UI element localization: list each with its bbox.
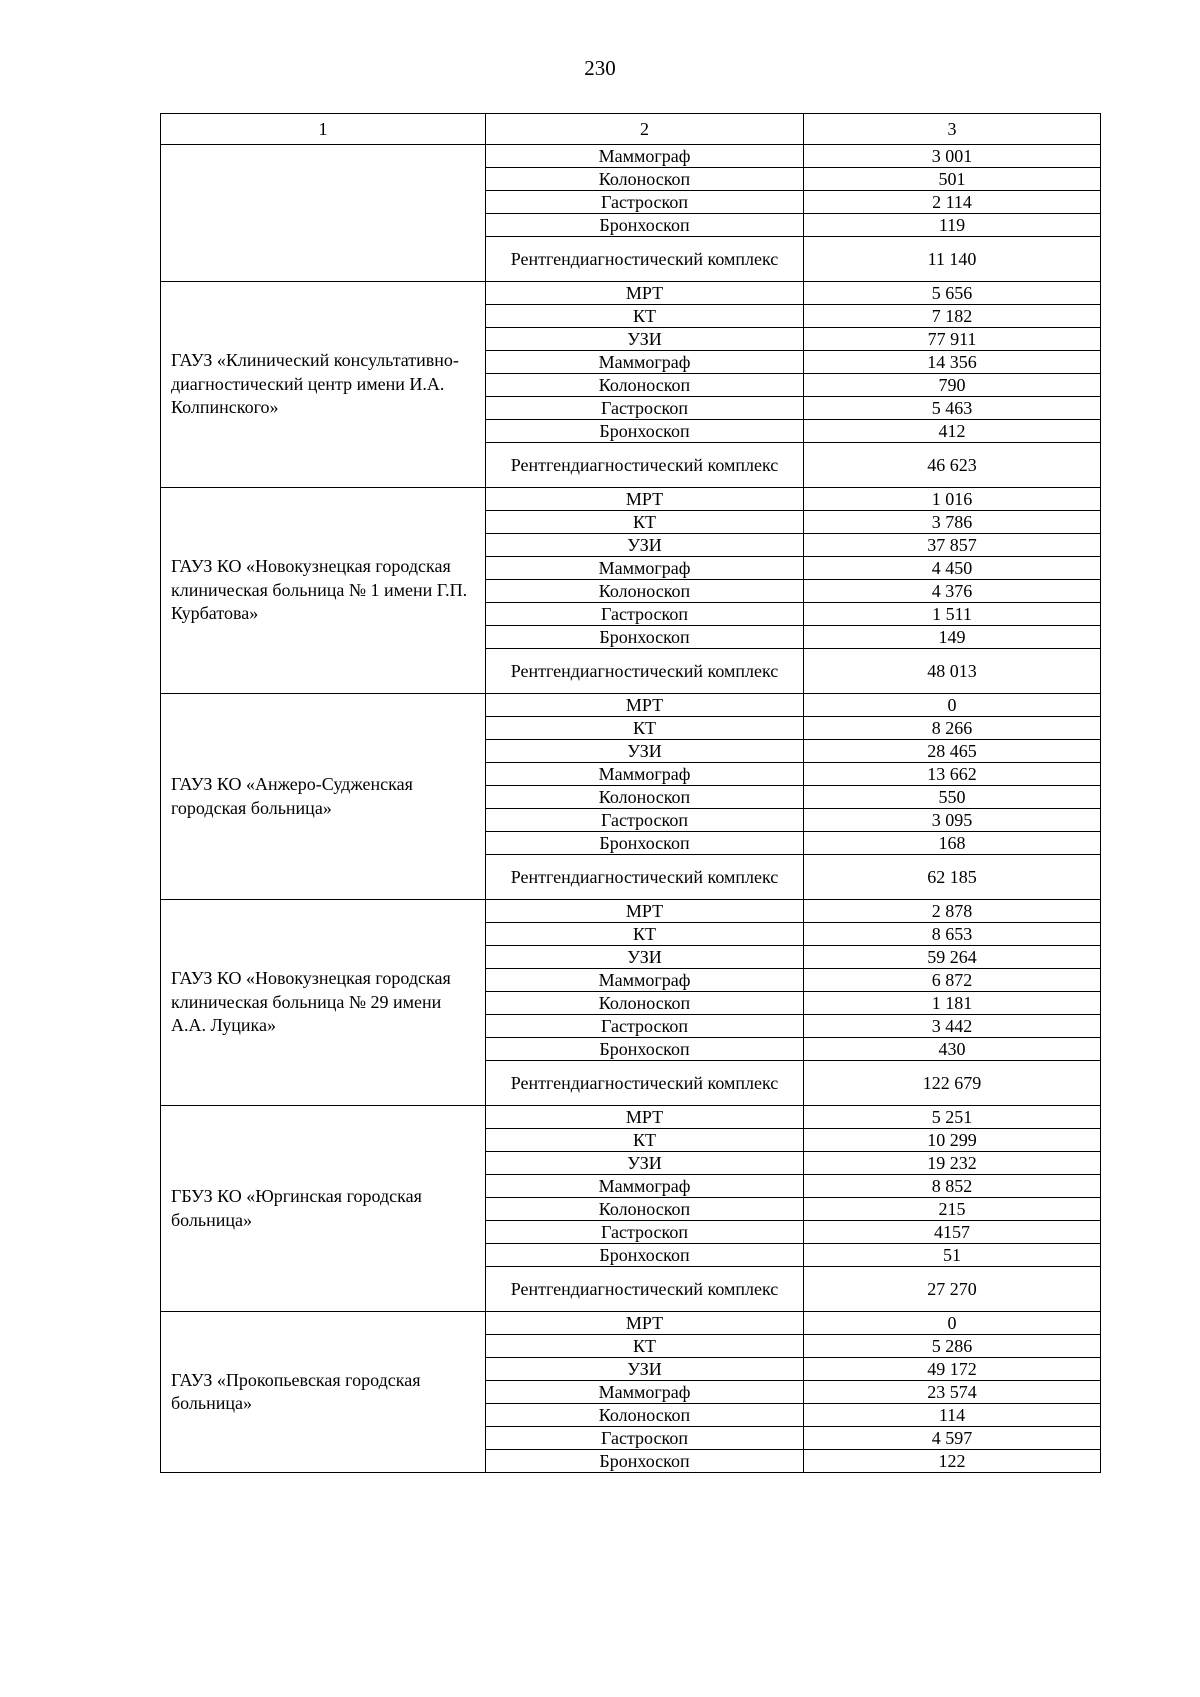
device-cell: Колоноскоп (486, 374, 804, 397)
device-cell: МРТ (486, 488, 804, 511)
value-cell: 6 872 (804, 969, 1101, 992)
device-cell: Гастроскоп (486, 809, 804, 832)
device-cell: УЗИ (486, 534, 804, 557)
page-number: 230 (584, 56, 616, 80)
value-cell: 1 016 (804, 488, 1101, 511)
value-cell: 7 182 (804, 305, 1101, 328)
value-cell: 1 511 (804, 603, 1101, 626)
value-cell: 122 679 (804, 1061, 1101, 1106)
device-cell: Бронхоскоп (486, 1244, 804, 1267)
organization-cell (161, 145, 486, 282)
device-cell: Рентгендиагностический комплекс (486, 1061, 804, 1106)
device-cell: Гастроскоп (486, 191, 804, 214)
value-cell: 501 (804, 168, 1101, 191)
value-cell: 149 (804, 626, 1101, 649)
value-cell: 3 095 (804, 809, 1101, 832)
device-cell: УЗИ (486, 1152, 804, 1175)
value-cell: 3 786 (804, 511, 1101, 534)
table-row (161, 1312, 1101, 1335)
device-cell: Колоноскоп (486, 580, 804, 603)
value-cell: 122 (804, 1450, 1101, 1473)
device-cell: КТ (486, 305, 804, 328)
organization-cell: ГАУЗ «Клинический консультативно-диагностический центр имени И.А. Колпинского» (161, 282, 486, 488)
value-cell: 23 574 (804, 1381, 1101, 1404)
value-cell: 8 852 (804, 1175, 1101, 1198)
header-cell: 1 (161, 114, 486, 145)
value-cell: 77 911 (804, 328, 1101, 351)
value-cell: 2 878 (804, 900, 1101, 923)
device-cell: УЗИ (486, 1358, 804, 1381)
device-cell: Колоноскоп (486, 1198, 804, 1221)
device-cell: Гастроскоп (486, 1015, 804, 1038)
value-cell: 215 (804, 1198, 1101, 1221)
value-cell: 4 450 (804, 557, 1101, 580)
table-row (161, 1106, 1101, 1129)
device-cell: Рентгендиагностический комплекс (486, 443, 804, 488)
device-cell: КТ (486, 717, 804, 740)
value-cell: 4157 (804, 1221, 1101, 1244)
value-cell: 48 013 (804, 649, 1101, 694)
device-cell: Колоноскоп (486, 1404, 804, 1427)
value-cell: 1 181 (804, 992, 1101, 1015)
organization-cell: ГБУЗ КО «Юргинская городская больница» (161, 1106, 486, 1312)
table-header-row (161, 114, 1101, 145)
device-cell: Бронхоскоп (486, 1450, 804, 1473)
value-cell: 27 270 (804, 1267, 1101, 1312)
table-row (161, 145, 1101, 168)
device-cell: Маммограф (486, 763, 804, 786)
header-cell: 2 (486, 114, 804, 145)
device-cell: КТ (486, 923, 804, 946)
value-cell: 3 442 (804, 1015, 1101, 1038)
value-cell: 0 (804, 1312, 1101, 1335)
device-cell: Маммограф (486, 557, 804, 580)
device-cell: Бронхоскоп (486, 626, 804, 649)
device-cell: КТ (486, 1129, 804, 1152)
organization-cell: ГАУЗ КО «Анжеро-Судженская городская больница» (161, 694, 486, 900)
value-cell: 37 857 (804, 534, 1101, 557)
value-cell: 8 266 (804, 717, 1101, 740)
organization-cell: ГАУЗ «Прокопьевская городская больница» (161, 1312, 486, 1473)
device-cell: УЗИ (486, 328, 804, 351)
value-cell: 13 662 (804, 763, 1101, 786)
device-cell: Бронхоскоп (486, 214, 804, 237)
device-cell: МРТ (486, 900, 804, 923)
device-cell: МРТ (486, 282, 804, 305)
value-cell: 59 264 (804, 946, 1101, 969)
device-cell: Бронхоскоп (486, 832, 804, 855)
device-cell: КТ (486, 1335, 804, 1358)
device-cell: Маммограф (486, 145, 804, 168)
value-cell: 62 185 (804, 855, 1101, 900)
device-cell: Бронхоскоп (486, 420, 804, 443)
value-cell: 412 (804, 420, 1101, 443)
value-cell: 2 114 (804, 191, 1101, 214)
value-cell: 168 (804, 832, 1101, 855)
device-cell: УЗИ (486, 740, 804, 763)
device-cell: Маммограф (486, 1381, 804, 1404)
table-row (161, 488, 1101, 511)
value-cell: 19 232 (804, 1152, 1101, 1175)
device-cell: МРТ (486, 1106, 804, 1129)
device-cell: Маммограф (486, 1175, 804, 1198)
value-cell: 5 463 (804, 397, 1101, 420)
value-cell: 51 (804, 1244, 1101, 1267)
equipment-table (160, 113, 1101, 1473)
device-cell: Колоноскоп (486, 992, 804, 1015)
value-cell: 790 (804, 374, 1101, 397)
device-cell: Колоноскоп (486, 786, 804, 809)
value-cell: 114 (804, 1404, 1101, 1427)
value-cell: 430 (804, 1038, 1101, 1061)
header-cell: 3 (804, 114, 1101, 145)
device-cell: Рентгендиагностический комплекс (486, 649, 804, 694)
device-cell: Рентгендиагностический комплекс (486, 237, 804, 282)
organization-cell: ГАУЗ КО «Новокузнецкая городская клиническая больница № 29 имени А.А. Луцика» (161, 900, 486, 1106)
device-cell: Гастроскоп (486, 397, 804, 420)
value-cell: 0 (804, 694, 1101, 717)
device-cell: Маммограф (486, 969, 804, 992)
value-cell: 46 623 (804, 443, 1101, 488)
device-cell: УЗИ (486, 946, 804, 969)
value-cell: 14 356 (804, 351, 1101, 374)
table-row (161, 282, 1101, 305)
device-cell: Колоноскоп (486, 168, 804, 191)
value-cell: 119 (804, 214, 1101, 237)
value-cell: 4 376 (804, 580, 1101, 603)
value-cell: 5 251 (804, 1106, 1101, 1129)
value-cell: 5 286 (804, 1335, 1101, 1358)
device-cell: МРТ (486, 1312, 804, 1335)
device-cell: Маммограф (486, 351, 804, 374)
value-cell: 4 597 (804, 1427, 1101, 1450)
device-cell: Рентгендиагностический комплекс (486, 1267, 804, 1312)
value-cell: 3 001 (804, 145, 1101, 168)
value-cell: 28 465 (804, 740, 1101, 763)
value-cell: 550 (804, 786, 1101, 809)
value-cell: 10 299 (804, 1129, 1101, 1152)
device-cell: КТ (486, 511, 804, 534)
table-row (161, 694, 1101, 717)
value-cell: 11 140 (804, 237, 1101, 282)
device-cell: МРТ (486, 694, 804, 717)
device-cell: Гастроскоп (486, 603, 804, 626)
value-cell: 8 653 (804, 923, 1101, 946)
value-cell: 5 656 (804, 282, 1101, 305)
organization-cell: ГАУЗ КО «Новокузнецкая городская клиническая больница № 1 имени Г.П. Курбатова» (161, 488, 486, 694)
value-cell: 49 172 (804, 1358, 1101, 1381)
device-cell: Гастроскоп (486, 1221, 804, 1244)
table-row (161, 900, 1101, 923)
device-cell: Гастроскоп (486, 1427, 804, 1450)
device-cell: Бронхоскоп (486, 1038, 804, 1061)
device-cell: Рентгендиагностический комплекс (486, 855, 804, 900)
